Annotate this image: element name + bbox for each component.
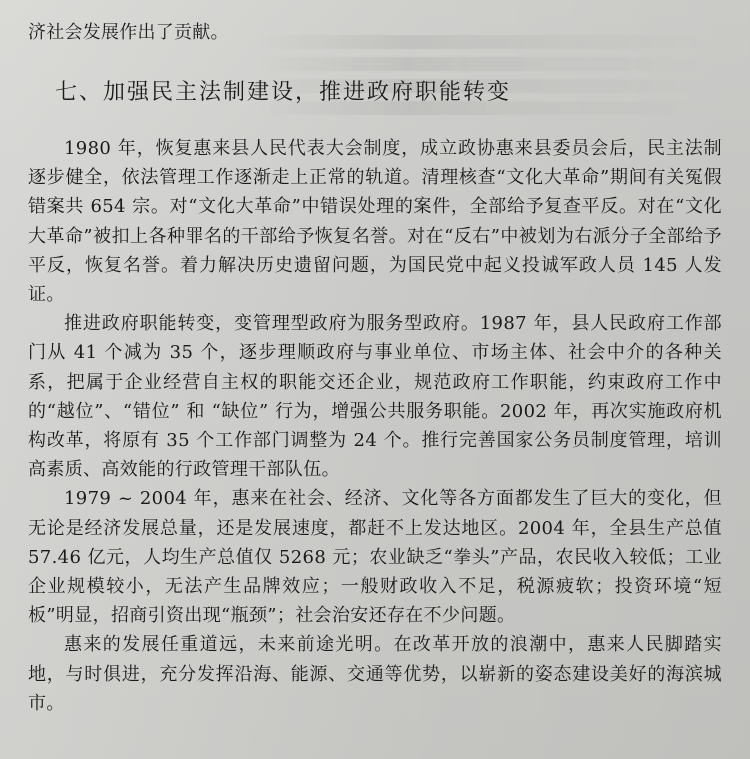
section-heading: 七、加强民主法制建设，推进政府职能转变 (55, 80, 512, 105)
page-content (28, 18, 722, 718)
paragraph-development-gap: 1979 ~ 2004 年，惠来在社会、经济、文化等各方面都发生了巨大的变化，但无论是经济发展总量，还是发展速度，都赶不上发达地区。2004 年，全县生产总值 57.46 亿元，人均生产总值仅 5268 元；农业缺乏“拳头”产品，农民收入较低；工业企业规模较小，无法产生品牌效应；一般财政收入不足，税源疲软；投资环境“短板”明显，招商引资出现“瓶颈”；社会治安还存在不少问题。 (28, 488, 722, 627)
continued-text-line: 济社会发展作出了贡献。 (28, 22, 229, 43)
paragraph-legal-reform: 1980 年，恢复惠来县人民代表大会制度，成立政协惠来县委员会后，民主法制逐步健全，依法管理工作逐渐走上正常的轨道。清理核查“文化大革命”期间有关冤假错案共 654 宗。对“文化大革命”中错误处理的案件，全部给予复查平反。对在“文化大革命”被扣上各种罪名的干部给予恢复名誉。对在“反右”中被划为右派分子全部给予平反，恢复名誉。着力解决历史遗留问题，为国民党中起义投诚军政人员 145 人发证。 (28, 138, 722, 306)
paragraph-government-functions: 推进政府职能转变，变管理型政府为服务型政府。1987 年，县人民政府工作部门从 41 个减为 35 个，逐步理顺政府与事业单位、市场主体、社会中介的各种关系，把属于企业经营自主权的职能交还企业，规范政府工作职能，约束政府工作中的“越位”、“错位” 和 “缺位” 行为，增强公共服务职能。2002 年，再次实施政府机构改革，将原有 35 个工作部门调整为 24 个。推行完善国家公务员制度管理，培训高素质、高效能的行政管理干部队伍。 (28, 313, 722, 481)
paragraph-future-outlook: 惠来的发展任重道远，未来前途光明。在改革开放的浪潮中，惠来人民脚踏实地，与时俱进，充分发挥沿海、能源、交通等优势，以崭新的姿态建设美好的海滨城市。 (28, 634, 722, 714)
